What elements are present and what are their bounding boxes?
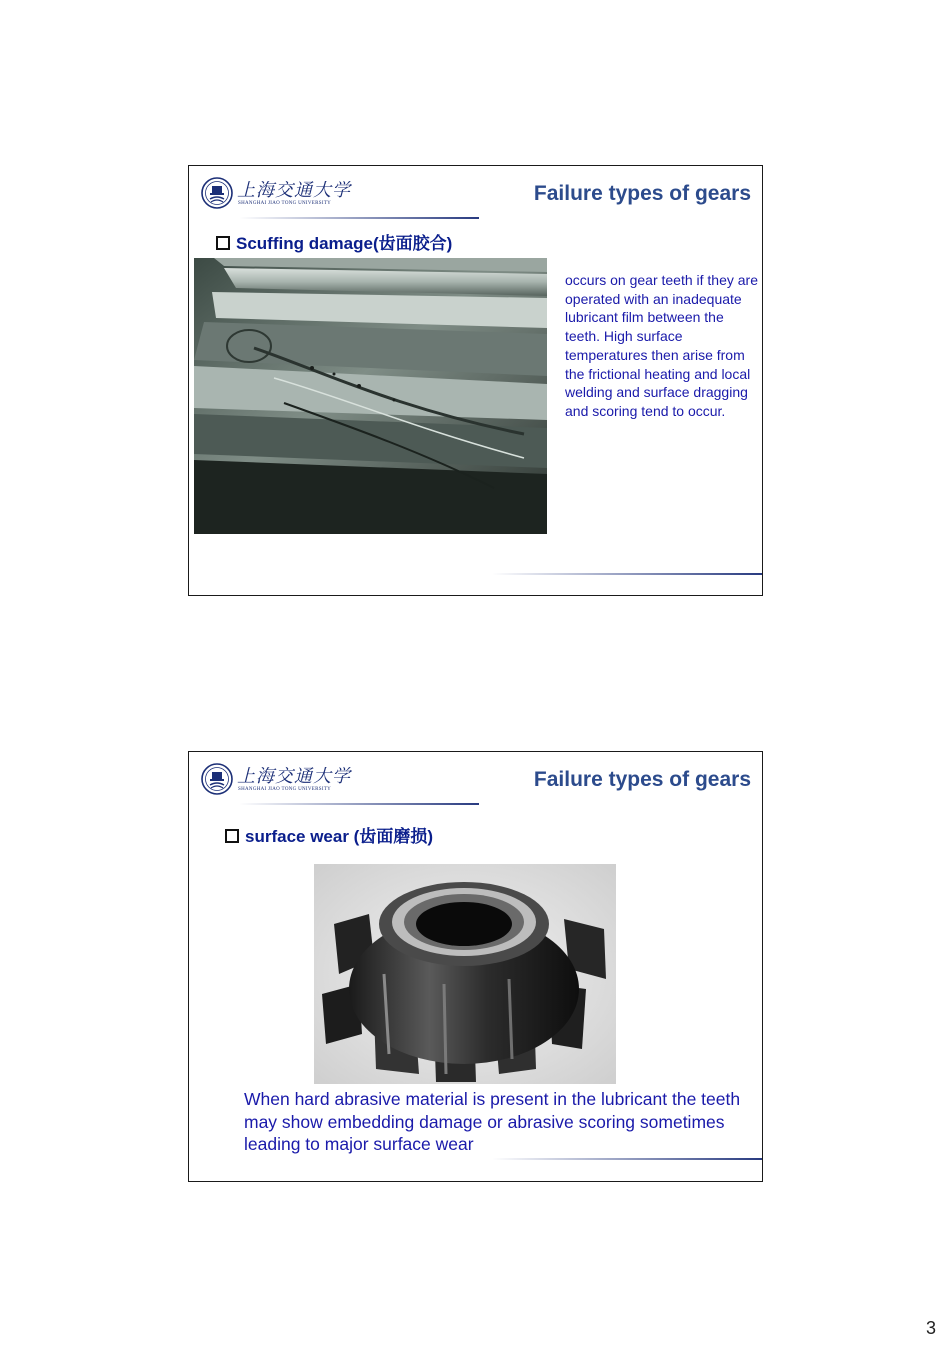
header-divider <box>239 803 479 805</box>
slide-heading <box>216 229 452 254</box>
heading-text: surface wear (齿面磨损) <box>245 827 433 846</box>
slide-scuffing <box>188 165 763 596</box>
university-name-cn: 上海交通大学 <box>237 766 351 787</box>
header-divider <box>239 217 479 219</box>
footer-divider <box>492 573 762 575</box>
university-emblem-icon <box>201 177 233 209</box>
scuffed-gear-photo <box>194 258 547 534</box>
university-logo <box>201 177 351 213</box>
checkbox-bullet-icon <box>225 829 239 843</box>
slide-surface-wear <box>188 751 763 1182</box>
university-name-cn: 上海交通大学 <box>237 180 351 201</box>
slide-title: Failure types of gears <box>533 182 751 205</box>
worn-gear-photo <box>314 864 616 1084</box>
university-logo <box>201 763 351 799</box>
heading-text: Scuffing damage(齿面胶合) <box>236 234 453 253</box>
checkbox-bullet-icon <box>216 236 230 250</box>
university-emblem-icon <box>201 763 233 795</box>
university-name-en: SHANGHAI JIAO TONG UNIVERSITY <box>238 201 332 206</box>
slide-description: When hard abrasive material is present in the lubricant the teeth may show embedding damage or abrasive scoring sometimes leading to major surface wear <box>244 1089 741 1154</box>
slide-description: occurs on gear teeth if they are operated with an inadequate lubricant film between the teeth. High surface temperatures then arise from the frictional heating and local welding and surface dragging and scoring tend to occur. <box>565 272 758 419</box>
slide-heading <box>225 822 433 847</box>
footer-divider <box>492 1158 762 1160</box>
university-name-en: SHANGHAI JIAO TONG UNIVERSITY <box>238 787 332 792</box>
slide-title: Failure types of gears <box>533 768 751 791</box>
page-number: 3 <box>926 1318 937 1338</box>
